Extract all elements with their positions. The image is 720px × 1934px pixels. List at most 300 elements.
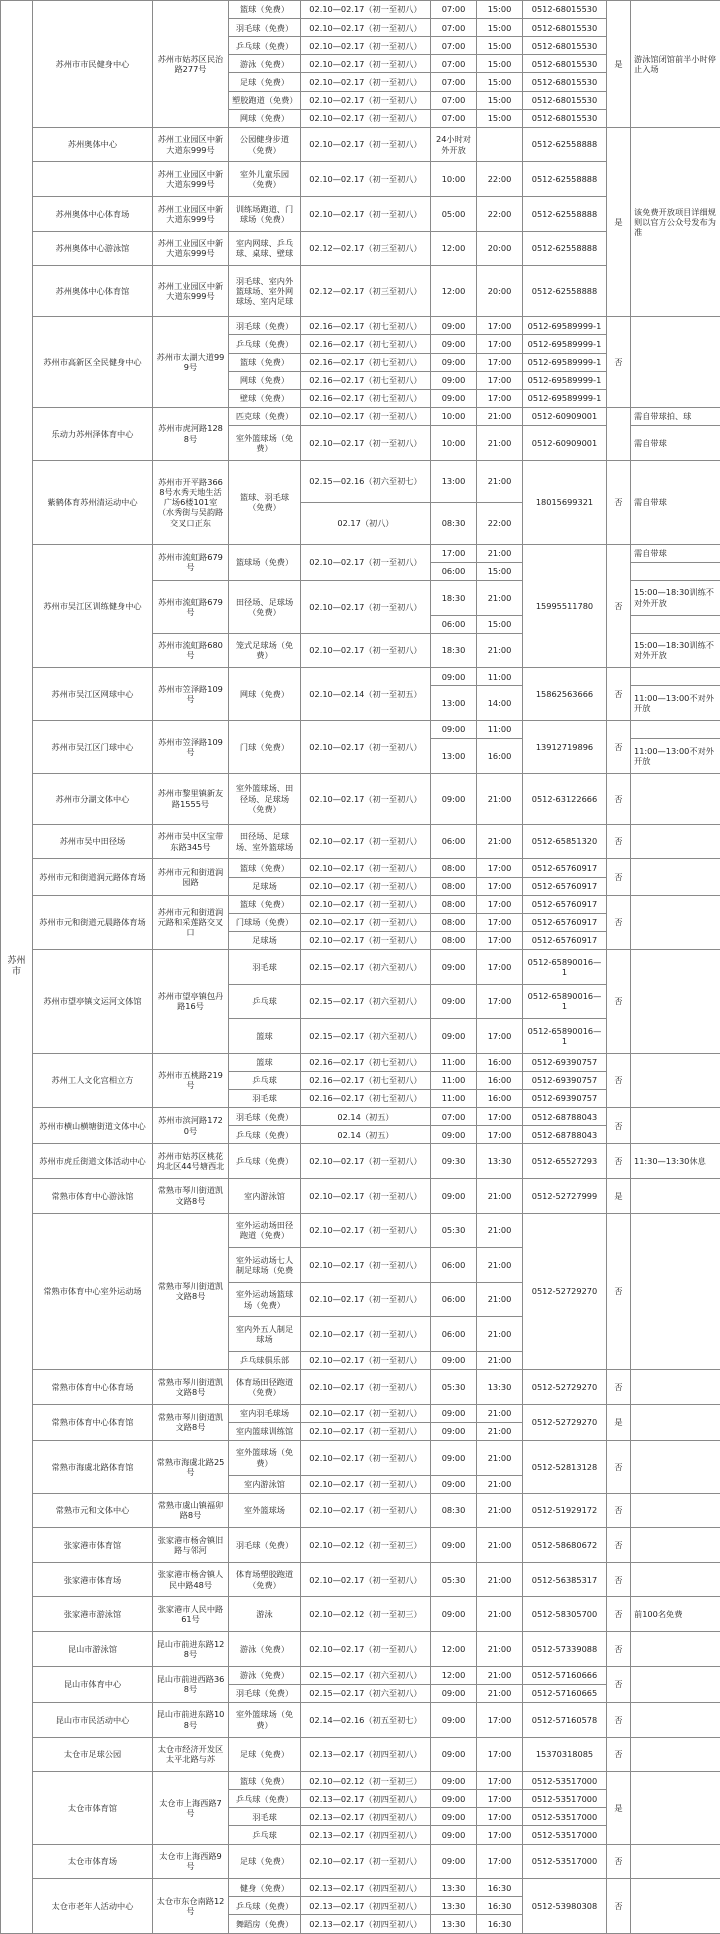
- note-cell: [631, 1053, 720, 1107]
- note-cell: [631, 1178, 720, 1213]
- phone-cell: 0512-68015530: [523, 109, 607, 127]
- address-cell: 苏州市流虹路680号: [153, 633, 229, 668]
- phone-cell: 0512-53517000: [523, 1844, 607, 1879]
- table-row: [1, 127, 720, 162]
- open-time-cell: 07:00: [431, 91, 477, 109]
- sport-item-cell: 乒乓球: [229, 1826, 301, 1844]
- address-cell: 太仓市东仓南路12号: [153, 1879, 229, 1934]
- sport-item-cell: 篮球（免费）: [229, 1772, 301, 1790]
- phone-cell: 0512-68015530: [523, 55, 607, 73]
- date-range-cell: 02.10—02.17（初一至初八）: [301, 859, 431, 877]
- close-time-cell: 13:30: [477, 1144, 523, 1179]
- open-time-cell: 10:00: [431, 162, 477, 197]
- date-range-cell: 02.13—02.17（初四至初八）: [301, 1915, 431, 1934]
- close-time-cell: 22:00: [477, 502, 523, 544]
- note-cell: [631, 1404, 720, 1440]
- date-range-cell: 02.10—02.17（初一至初八）: [301, 1370, 431, 1405]
- open-time-cell: 11:00: [431, 1090, 477, 1108]
- close-time-cell: 20:00: [477, 266, 523, 317]
- open-time-cell: 09:00: [431, 773, 477, 824]
- address-cell: 昆山市前进东路128号: [153, 1632, 229, 1667]
- phone-cell: 0512-52727999: [523, 1178, 607, 1213]
- open-time-cell: 09:00: [431, 371, 477, 389]
- open-time-cell: 05:00: [431, 196, 477, 231]
- close-time-cell: 21:00: [477, 1213, 523, 1248]
- phone-cell: 0512-65760917: [523, 913, 607, 931]
- date-range-cell: 02.10—02.17（初一至初八）: [301, 1282, 431, 1317]
- date-range-cell: 02.10—02.17（初一至初八）: [301, 1248, 431, 1283]
- note-cell: 需自带球: [631, 544, 720, 562]
- venue-schedule-body: [1, 1, 720, 1934]
- venue-name-cell: 昆山市体育中心: [33, 1666, 153, 1702]
- booking-required-cell: 否: [607, 1053, 631, 1107]
- sport-item-cell: 乒乓球（免费）: [229, 1126, 301, 1144]
- venue-name-cell: 苏州市元和街道元晨路体育场: [33, 895, 153, 949]
- venue-name-cell: 苏州市吴中田径场: [33, 824, 153, 859]
- phone-cell: 0512-56385317: [523, 1562, 607, 1597]
- table-row: [1, 949, 720, 984]
- open-time-cell: 08:00: [431, 877, 477, 895]
- sport-item-cell: 室外儿童乐园（免费）: [229, 162, 301, 197]
- address-cell: 苏州工业园区中新大道东999号: [153, 196, 229, 231]
- phone-cell: 0512-68015530: [523, 1, 607, 19]
- phone-cell: 0512-57339088: [523, 1632, 607, 1667]
- address-cell: 苏州市太湖大道999号: [153, 317, 229, 408]
- phone-cell: 0512-65760917: [523, 877, 607, 895]
- note-cell: [631, 562, 720, 580]
- note-cell: [631, 1440, 720, 1493]
- close-time-cell: 21:00: [477, 407, 523, 425]
- close-time-cell: 21:00: [477, 580, 523, 615]
- booking-required-cell: 否: [607, 1879, 631, 1934]
- date-range-cell: 02.16—02.17（初七至初八）: [301, 353, 431, 371]
- venue-name-cell: 张家港市游泳馆: [33, 1597, 153, 1632]
- table-row: [1, 1440, 720, 1475]
- note-cell: [631, 1702, 720, 1737]
- sport-item-cell: 足球（免费）: [229, 1737, 301, 1772]
- close-time-cell: 21:00: [477, 1493, 523, 1528]
- sport-item-cell: 游泳: [229, 1597, 301, 1632]
- booking-required-cell: 否: [607, 1108, 631, 1144]
- address-cell: 苏州市笠泽路109号: [153, 720, 229, 773]
- close-time-cell: 17:00: [477, 1772, 523, 1790]
- venue-name-cell: 苏州市吴江区训练健身中心: [33, 544, 153, 668]
- sport-item-cell: 壁球（免费）: [229, 389, 301, 407]
- note-cell: [631, 859, 720, 895]
- date-range-cell: 02.12—02.17（初三至初八）: [301, 266, 431, 317]
- date-range-cell: 02.10—02.17（初一至初八）: [301, 773, 431, 824]
- date-range-cell: 02.10—02.17（初一至初八）: [301, 1404, 431, 1422]
- table-row: [1, 895, 720, 913]
- close-time-cell: 22:00: [477, 196, 523, 231]
- table-row: [1, 317, 720, 335]
- table-row: [1, 1404, 720, 1422]
- open-time-cell: 07:00: [431, 1, 477, 19]
- open-time-cell: 18:30: [431, 633, 477, 668]
- open-time-cell: 13:30: [431, 1915, 477, 1934]
- phone-cell: 0512-65890016—1: [523, 949, 607, 984]
- sport-item-cell: 乒乓球: [229, 1071, 301, 1089]
- close-time-cell: 16:30: [477, 1897, 523, 1915]
- venue-name-cell: 乐动力苏州泽体育中心: [33, 407, 153, 460]
- venue-name-cell: 苏州市望亭镇文运河文体馆: [33, 949, 153, 1053]
- close-time-cell: 17:00: [477, 1126, 523, 1144]
- venue-name-cell: 紫鹤体育苏州清运动中心: [33, 460, 153, 544]
- close-time-cell: 17:00: [477, 913, 523, 931]
- phone-cell: 0512-65760917: [523, 931, 607, 949]
- booking-required-cell: 否: [607, 824, 631, 859]
- close-time-cell: 21:00: [477, 1351, 523, 1369]
- table-row: [1, 1702, 720, 1737]
- open-time-cell: 06:00: [431, 824, 477, 859]
- close-time-cell: 17:00: [477, 1702, 523, 1737]
- note-cell: 11:00—13:00不对外开放: [631, 739, 720, 774]
- open-time-cell: 09:00: [431, 1475, 477, 1493]
- open-time-cell: 08:30: [431, 502, 477, 544]
- venue-name-cell: 常熟市体育中心体育馆: [33, 1404, 153, 1440]
- open-time-cell: 07:00: [431, 55, 477, 73]
- open-time-cell: 12:00: [431, 1666, 477, 1684]
- date-range-cell: 02.15—02.16（初六至初七）: [301, 460, 431, 502]
- address-cell: 常熟市海虞北路25号: [153, 1440, 229, 1493]
- note-cell: 15:00—18:30训练不对外开放: [631, 580, 720, 615]
- close-time-cell: 17:00: [477, 1808, 523, 1826]
- phone-cell: 0512-65760917: [523, 895, 607, 913]
- venue-name-cell: 苏州市分湖文体中心: [33, 773, 153, 824]
- close-time-cell: 21:00: [477, 1317, 523, 1352]
- sport-item-cell: 乒乓球俱乐部: [229, 1351, 301, 1369]
- close-time-cell: 21:00: [477, 425, 523, 460]
- phone-cell: 0512-69390757: [523, 1053, 607, 1071]
- table-row: [1, 1178, 720, 1213]
- phone-cell: 0512-53517000: [523, 1790, 607, 1808]
- close-time-cell: 21:00: [477, 460, 523, 502]
- date-range-cell: 02.10—02.17（初一至初八）: [301, 19, 431, 37]
- date-range-cell: 02.14（初五）: [301, 1108, 431, 1126]
- date-range-cell: 02.10—02.17（初一至初八）: [301, 55, 431, 73]
- close-time-cell: 21:00: [477, 1666, 523, 1684]
- date-range-cell: 02.16—02.17（初七至初八）: [301, 317, 431, 335]
- date-range-cell: 02.10—02.17（初一至初八）: [301, 877, 431, 895]
- booking-required-cell: 否: [607, 460, 631, 544]
- open-time-cell: 11:00: [431, 1071, 477, 1089]
- booking-required-cell: 否: [607, 1144, 631, 1179]
- sport-item-cell: 室内游泳馆: [229, 1475, 301, 1493]
- sport-item-cell: 乒乓球（免费）: [229, 1790, 301, 1808]
- table-row: [1, 668, 720, 686]
- open-time-cell: 08:00: [431, 895, 477, 913]
- close-time-cell: 13:30: [477, 1370, 523, 1405]
- phone-cell: 0512-69589999-1: [523, 317, 607, 335]
- table-row: [1, 1772, 720, 1790]
- phone-cell: 0512-52729270: [523, 1370, 607, 1405]
- open-time-cell: 11:00: [431, 1053, 477, 1071]
- note-cell: [631, 668, 720, 686]
- close-time-cell: 17:00: [477, 1826, 523, 1844]
- sport-item-cell: 室外篮球场（免费）: [229, 1702, 301, 1737]
- date-range-cell: 02.10—02.17（初一至初八）: [301, 1632, 431, 1667]
- close-time-cell: 21:00: [477, 1528, 523, 1563]
- close-time-cell: 17:00: [477, 317, 523, 335]
- booking-required-cell: 否: [607, 1597, 631, 1632]
- table-row: [1, 1844, 720, 1879]
- address-cell: 苏州市虎河路1288号: [153, 407, 229, 460]
- open-time-cell: 09:00: [431, 1826, 477, 1844]
- sport-item-cell: 篮球（免费）: [229, 353, 301, 371]
- sport-item-cell: 健身（免费）: [229, 1879, 301, 1897]
- date-range-cell: 02.10—02.17（初一至初八）: [301, 73, 431, 91]
- venue-name-cell: 苏州市高新区全民健身中心: [33, 317, 153, 408]
- open-time-cell: 18:30: [431, 580, 477, 615]
- close-time-cell: 16:00: [477, 739, 523, 774]
- close-time-cell: 17:00: [477, 353, 523, 371]
- sport-item-cell: 室外篮球场、田径场、足球场（免费）: [229, 773, 301, 824]
- phone-cell: 0512-62558888: [523, 162, 607, 197]
- phone-cell: 13912719896: [523, 720, 607, 773]
- booking-required-cell: 否: [607, 1370, 631, 1405]
- date-range-cell: 02.10—02.17（初一至初八）: [301, 1178, 431, 1213]
- city-cell: 苏州市: [1, 1, 33, 1934]
- close-time-cell: 17:00: [477, 984, 523, 1019]
- sport-item-cell: 羽毛球、室内外篮球场、室外网球场、室内足球: [229, 266, 301, 317]
- open-time-cell: 09:00: [431, 1790, 477, 1808]
- venue-name-cell: 苏州奥体中心: [33, 127, 153, 162]
- phone-cell: 0512-69589999-1: [523, 389, 607, 407]
- phone-cell: 0512-52729270: [523, 1213, 607, 1370]
- booking-required-cell: 否: [607, 544, 631, 668]
- note-cell: [631, 895, 720, 949]
- sport-item-cell: 羽毛球: [229, 1808, 301, 1826]
- booking-required-cell: 否: [607, 949, 631, 1053]
- sport-item-cell: 游泳（免费）: [229, 1632, 301, 1667]
- date-range-cell: 02.10—02.17（初一至初八）: [301, 633, 431, 668]
- address-cell: 苏州工业园区中新大道东999号: [153, 127, 229, 162]
- date-range-cell: 02.15—02.17（初六至初八）: [301, 1666, 431, 1684]
- open-time-cell: 09:00: [431, 1440, 477, 1475]
- date-range-cell: 02.10—02.17（初一至初八）: [301, 1475, 431, 1493]
- sport-item-cell: 室内篮球训练馆: [229, 1422, 301, 1440]
- close-time-cell: 16:30: [477, 1915, 523, 1934]
- sport-item-cell: 门球（免费）: [229, 720, 301, 773]
- phone-cell: 0512-63122666: [523, 773, 607, 824]
- sport-item-cell: 乒乓球: [229, 984, 301, 1019]
- open-time-cell: 07:00: [431, 37, 477, 55]
- phone-cell: 0512-60909001: [523, 425, 607, 460]
- table-row: [1, 859, 720, 877]
- booking-required-cell: 否: [607, 720, 631, 773]
- phone-cell: 0512-53517000: [523, 1826, 607, 1844]
- date-range-cell: 02.10—02.17（初一至初八）: [301, 720, 431, 773]
- open-time-cell: 06:00: [431, 1248, 477, 1283]
- sport-item-cell: 足球场: [229, 931, 301, 949]
- open-time-cell: 09:00: [431, 1019, 477, 1054]
- booking-required-cell: 是: [607, 1772, 631, 1844]
- address-cell: 苏州市姑苏区桃花坞北区44号塘西北: [153, 1144, 229, 1179]
- sport-item-cell: 羽毛球（免费）: [229, 1684, 301, 1702]
- sport-item-cell: 篮球（免费）: [229, 895, 301, 913]
- phone-cell: 0512-62558888: [523, 266, 607, 317]
- date-range-cell: 02.14（初五）: [301, 1126, 431, 1144]
- table-row: [1, 1666, 720, 1684]
- table-row: [1, 1370, 720, 1405]
- sport-item-cell: 乒乓球（免费）: [229, 335, 301, 353]
- booking-required-cell: 否: [607, 1562, 631, 1597]
- close-time-cell: 15:00: [477, 562, 523, 580]
- phone-cell: 0512-68015530: [523, 73, 607, 91]
- open-time-cell: 09:00: [431, 1772, 477, 1790]
- phone-cell: 0512-57160666: [523, 1666, 607, 1684]
- sport-item-cell: 网球（免费）: [229, 668, 301, 721]
- venue-name-cell: 太仓市体育馆: [33, 1772, 153, 1844]
- note-cell: 游泳馆闭馆前半小时停止入场: [631, 1, 720, 128]
- open-time-cell: 12:00: [431, 1632, 477, 1667]
- open-time-cell: 10:00: [431, 425, 477, 460]
- sport-item-cell: 门球场（免费）: [229, 913, 301, 931]
- date-range-cell: 02.17（初八）: [301, 502, 431, 544]
- open-time-cell: 09:00: [431, 720, 477, 738]
- address-cell: 苏州市流虹路679号: [153, 580, 229, 633]
- note-cell: [631, 1370, 720, 1405]
- phone-cell: 0512-69589999-1: [523, 371, 607, 389]
- booking-required-cell: 是: [607, 127, 631, 317]
- close-time-cell: 17:00: [477, 877, 523, 895]
- note-cell: [631, 1108, 720, 1144]
- close-time-cell: 20:00: [477, 231, 523, 266]
- address-cell: 苏州市开平路3668号水秀天地生活广场6楼101室（水秀街与吴韵路交叉口正东: [153, 460, 229, 544]
- booking-required-cell: 否: [607, 1632, 631, 1667]
- date-range-cell: 02.12—02.17（初三至初八）: [301, 231, 431, 266]
- address-cell: 苏州市元和街道润元路和采莲路交叉口: [153, 895, 229, 949]
- date-range-cell: 02.13—02.17（初四至初八）: [301, 1897, 431, 1915]
- note-cell: [631, 1562, 720, 1597]
- close-time-cell: 16:00: [477, 1090, 523, 1108]
- open-time-cell: 13:00: [431, 686, 477, 721]
- close-time-cell: 15:00: [477, 109, 523, 127]
- note-cell: [631, 1772, 720, 1844]
- table-row: [1, 1213, 720, 1248]
- note-cell: [631, 824, 720, 859]
- address-cell: 太仓市上海西路7号: [153, 1772, 229, 1844]
- note-cell: [631, 1632, 720, 1667]
- table-row: [1, 773, 720, 824]
- date-range-cell: 02.10—02.17（初一至初八）: [301, 37, 431, 55]
- close-time-cell: 14:00: [477, 686, 523, 721]
- venue-name-cell: 苏州市虎丘街道文体活动中心: [33, 1144, 153, 1179]
- booking-required-cell: [607, 407, 631, 460]
- open-time-cell: 06:00: [431, 615, 477, 633]
- date-range-cell: 02.15—02.17（初六至初八）: [301, 1019, 431, 1054]
- table-row: [1, 1562, 720, 1597]
- sport-item-cell: 羽毛球（免费）: [229, 19, 301, 37]
- sport-item-cell: 田径场、足球场（免费）: [229, 580, 301, 633]
- date-range-cell: 02.16—02.17（初七至初八）: [301, 371, 431, 389]
- venue-name-cell: [33, 162, 153, 197]
- table-row: [1, 1632, 720, 1667]
- open-time-cell: 09:00: [431, 1422, 477, 1440]
- close-time-cell: 21:00: [477, 1632, 523, 1667]
- venue-name-cell: 苏州工人文化宫相立方: [33, 1053, 153, 1107]
- date-range-cell: 02.10—02.17（初一至初八）: [301, 109, 431, 127]
- booking-required-cell: 否: [607, 1213, 631, 1370]
- booking-required-cell: 否: [607, 1737, 631, 1772]
- sport-item-cell: 乒乓球（免费）: [229, 37, 301, 55]
- sport-item-cell: 游泳（免费）: [229, 1666, 301, 1684]
- phone-cell: 0512-60909001: [523, 407, 607, 425]
- open-time-cell: 09:30: [431, 1144, 477, 1179]
- booking-required-cell: 否: [607, 1702, 631, 1737]
- open-time-cell: 09:00: [431, 949, 477, 984]
- table-row: [1, 720, 720, 738]
- close-time-cell: 17:00: [477, 389, 523, 407]
- venue-name-cell: 常熟市体育中心游泳馆: [33, 1178, 153, 1213]
- table-row: [1, 1053, 720, 1071]
- note-cell: [631, 1844, 720, 1879]
- sport-item-cell: 舞蹈房（免费）: [229, 1915, 301, 1934]
- date-range-cell: 02.10—02.17（初一至初八）: [301, 1, 431, 19]
- sport-item-cell: 公园健身步道（免费）: [229, 127, 301, 162]
- close-time-cell: 15:00: [477, 615, 523, 633]
- sport-item-cell: 室外篮球场（免费）: [229, 425, 301, 460]
- close-time-cell: 11:00: [477, 720, 523, 738]
- date-range-cell: 02.10—02.17（初一至初八）: [301, 895, 431, 913]
- open-time-cell: 09:00: [431, 1808, 477, 1826]
- address-cell: 苏州市元和街道润园路: [153, 859, 229, 895]
- phone-cell: 0512-65760917: [523, 859, 607, 877]
- date-range-cell: 02.16—02.17（初七至初八）: [301, 389, 431, 407]
- sport-item-cell: 网球（免费）: [229, 109, 301, 127]
- close-time-cell: 21:00: [477, 1597, 523, 1632]
- date-range-cell: 02.10—02.12（初一至初三）: [301, 1597, 431, 1632]
- close-time-cell: 21:00: [477, 1475, 523, 1493]
- phone-cell: 0512-65527293: [523, 1144, 607, 1179]
- date-range-cell: 02.16—02.17（初七至初八）: [301, 1071, 431, 1089]
- phone-cell: 0512-57160665: [523, 1684, 607, 1702]
- open-time-cell: 08:30: [431, 1493, 477, 1528]
- close-time-cell: 11:00: [477, 668, 523, 686]
- sport-item-cell: 乒乓球（免费）: [229, 1897, 301, 1915]
- address-cell: 常熟市琴川街道凯文路8号: [153, 1178, 229, 1213]
- sport-item-cell: 匹克球（免费）: [229, 407, 301, 425]
- sport-item-cell: 羽毛球（免费）: [229, 1528, 301, 1563]
- date-range-cell: 02.13—02.17（初四至初八）: [301, 1790, 431, 1808]
- date-range-cell: 02.10—02.17（初一至初八）: [301, 407, 431, 425]
- table-row: [1, 407, 720, 425]
- close-time-cell: 17:00: [477, 859, 523, 877]
- date-range-cell: 02.16—02.17（初七至初八）: [301, 1090, 431, 1108]
- address-cell: 昆山市前进西路368号: [153, 1666, 229, 1702]
- phone-cell: 0512-68788043: [523, 1126, 607, 1144]
- open-time-cell: 13:00: [431, 739, 477, 774]
- date-range-cell: 02.10—02.17（初一至初八）: [301, 1844, 431, 1879]
- close-time-cell: [477, 127, 523, 162]
- sport-item-cell: 足球（免费）: [229, 1844, 301, 1879]
- note-cell: [631, 1879, 720, 1934]
- date-range-cell: 02.13—02.17（初四至初八）: [301, 1826, 431, 1844]
- close-time-cell: 16:00: [477, 1053, 523, 1071]
- venue-name-cell: 常熟市体育中心体育场: [33, 1370, 153, 1405]
- close-time-cell: 17:00: [477, 1108, 523, 1126]
- venue-name-cell: 常熟市海虞北路体育馆: [33, 1440, 153, 1493]
- open-time-cell: 09:00: [431, 317, 477, 335]
- sport-item-cell: 羽毛球: [229, 1090, 301, 1108]
- note-cell: [631, 1493, 720, 1528]
- open-time-cell: 09:00: [431, 353, 477, 371]
- venue-name-cell: 苏州奥体中心体育场: [33, 196, 153, 231]
- venue-name-cell: 苏州奥体中心体育馆: [33, 266, 153, 317]
- date-range-cell: 02.10—02.14（初一至初五）: [301, 668, 431, 721]
- phone-cell: 15862563666: [523, 668, 607, 721]
- close-time-cell: 21:00: [477, 633, 523, 668]
